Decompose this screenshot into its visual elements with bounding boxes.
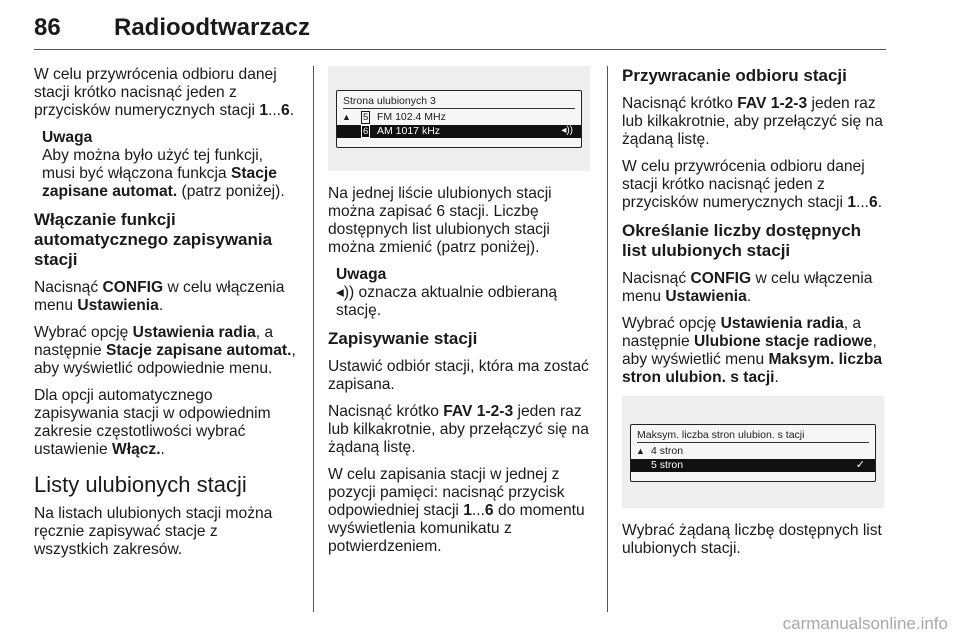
radio-display (336, 90, 582, 148)
text: ... (471, 502, 485, 519)
section-heading: Określanie liczby dostępnych list ulubionych stacji (622, 221, 862, 260)
note-heading: Uwaga (336, 266, 387, 283)
paragraph (34, 324, 296, 378)
preset-number: 6 (363, 126, 369, 137)
arrow-up-icon: ▲ (342, 112, 351, 122)
bold-text: 6 (281, 102, 290, 119)
paragraph: Na jednej liście ulubionych stacji można zapisać 6 stacji. Liczbę dostępnych list ulubionych stacji można zmienić (patrz poniżej). (328, 185, 552, 256)
bold-text: 1 (259, 102, 268, 119)
bold-text: Ustawienia (77, 297, 159, 314)
paragraph-restore-station (34, 66, 296, 120)
note-text (42, 147, 296, 201)
column-3 (622, 66, 886, 567)
bold-text: FAV 1-2-3 (443, 403, 514, 420)
display-divider (343, 108, 575, 109)
bold-text: CONFIG (102, 279, 164, 296)
arrow-up-icon: ▲ (636, 446, 645, 456)
bold-text: Ulubione stacje radiowe (693, 333, 873, 350)
display-title: Maksym. liczba stron ulubion. s tacji (637, 429, 805, 441)
bold-text: Maksym. liczba stron ulubion. s tacji (622, 351, 883, 386)
text: oznacza aktualnie odbieraną stację. (336, 284, 558, 319)
text: Nacisnąć krótko (328, 403, 444, 420)
option-row (631, 445, 875, 458)
text: . (774, 369, 779, 386)
text: Nacisnąć (34, 279, 103, 296)
display-illustration-max-pages (622, 396, 884, 508)
speaker-icon: ◂)) (561, 125, 573, 136)
bold-text: Ustawienia radia (132, 324, 256, 341)
section-heading: Zapisywanie stacji (328, 329, 478, 348)
paragraph: Na listach ulubionych stacji można ręcznie zapisywać stacje z wszystkich zakresów. (34, 505, 273, 558)
radio-display (630, 424, 876, 482)
paragraph (328, 466, 590, 556)
text: Aby można było użyć tej funkcji, musi być włączona funkcja (42, 147, 264, 182)
text: W celu zapisania stacji w jednej z pozycji pamięci: nacisnąć przycisk odpowiedniej stacji (328, 466, 565, 519)
checkmark-icon: ✓ (855, 459, 865, 471)
paragraph (34, 387, 296, 459)
text: (patrz poniżej). (177, 183, 285, 200)
display-illustration-favourites (328, 66, 590, 171)
text: . (877, 194, 883, 211)
station-row-selected (337, 125, 581, 138)
page-number: 86 (34, 14, 61, 41)
text: Dla opcji automatycznego zapisywania stacji w odpowiednim zakresie częstotliwości wybrać ustawienie (34, 387, 271, 458)
text: w celu włączenia menu (622, 270, 873, 305)
note-block (328, 266, 590, 320)
text: jeden raz lub kilkakrotnie, aby przełączyć się na żądaną listę. (328, 403, 589, 456)
chapter-title: Radioodtwarzacz (114, 14, 311, 41)
bold-text: Stacje zapisane automat. (42, 165, 277, 200)
bold-text: Ustawienia (665, 288, 747, 305)
note-heading: Uwaga (42, 129, 93, 146)
option-row-selected (631, 459, 875, 472)
chapter-heading: Listy ulubionych stacji (34, 472, 247, 497)
note-block (34, 129, 296, 201)
text: jeden raz lub kilkakrotnie, aby przełączyć się na żądaną listę. (622, 95, 883, 148)
option-label: 5 stron (651, 459, 684, 471)
section-heading: Włączanie funkcji automatycznego zapisywania stacji (34, 210, 273, 269)
column-divider-2 (607, 66, 608, 612)
text: Nacisnąć (622, 270, 691, 287)
text: ... (268, 102, 281, 119)
bold-text: Stacje zapisane automat. (105, 342, 292, 359)
text: W celu przywrócenia odbioru danej stacji krótko nacisnąć jeden z przycisków numerycznych stacji (622, 158, 865, 211)
text: Nacisnąć krótko (622, 95, 738, 112)
bold-text: CONFIG (690, 270, 752, 287)
bold-text: 1 (847, 194, 856, 211)
text: Wybrać opcję (34, 324, 133, 341)
station-label: FM 102.4 MHz (377, 111, 446, 123)
text: . (746, 288, 752, 305)
text: W celu przywrócenia odbioru danej stacji krótko nacisnąć jeden z przycisków numerycznych stacji (34, 66, 277, 119)
watermark: carmanualsonline.info (782, 614, 948, 633)
text: . (160, 441, 165, 458)
column-1 (34, 66, 296, 568)
text: . (158, 297, 164, 314)
bold-text: FAV 1-2-3 (737, 95, 808, 112)
text: , a następnie (34, 324, 274, 359)
bold-text: Ustawienia radia (720, 315, 844, 332)
bold-text: 1 (463, 502, 472, 519)
note-text (336, 284, 590, 320)
station-row (337, 111, 581, 124)
section-heading: Przywracanie odbioru stacji (622, 66, 847, 85)
text: . (289, 102, 295, 119)
bold-text: Włącz. (112, 441, 161, 458)
paragraph (34, 279, 296, 315)
text: w celu włączenia menu (34, 279, 285, 314)
arrow-down-icon: ▼ (630, 460, 639, 470)
header-divider (34, 49, 886, 50)
column-2 (328, 66, 590, 565)
display-divider (637, 442, 869, 443)
text: , aby wyświetlić menu (622, 333, 877, 368)
text: , aby wyświetlić odpowiednie menu. (34, 342, 296, 377)
text: ... (856, 194, 869, 211)
display-title: Strona ulubionych 3 (343, 95, 436, 107)
column-divider-1 (313, 66, 314, 612)
speaker-icon: ◂)) (336, 284, 355, 301)
text: Wybrać opcję (622, 315, 721, 332)
paragraph (622, 315, 886, 387)
option-label: 4 stron (651, 445, 684, 457)
bold-text: 6 (869, 194, 878, 211)
text: , a następnie (622, 315, 862, 350)
paragraph (622, 95, 886, 149)
text: do momentu wyświetlenia komunikatu z potwierdzeniem. (328, 502, 585, 555)
paragraph (328, 403, 590, 457)
station-label: AM 1017 kHz (377, 125, 441, 137)
paragraph: Wybrać żądaną liczbę dostępnych list ulubionych stacji. (622, 522, 882, 557)
preset-number: 5 (363, 112, 369, 123)
bold-text: 6 (484, 502, 494, 519)
page-header (34, 10, 886, 50)
paragraph (622, 270, 886, 306)
paragraph (622, 158, 886, 212)
paragraph: Ustawić odbiór stacji, która ma zostać zapisana. (328, 358, 589, 393)
